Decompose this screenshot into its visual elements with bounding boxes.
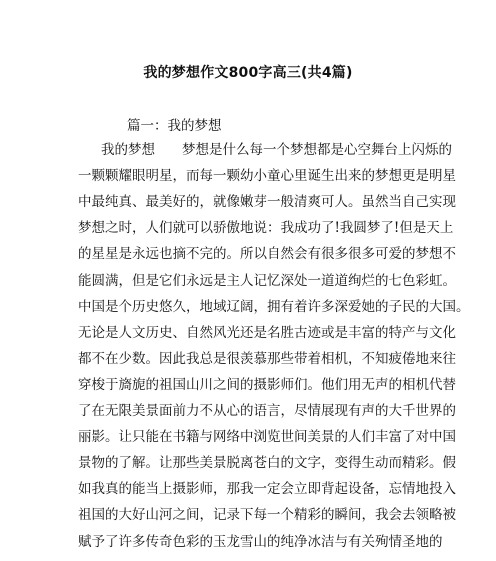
body-line: 我的梦想 梦想是什么每一个梦想都是心空舞台上闪烁的 — [101, 142, 452, 158]
section-heading: 篇一：我的梦想 — [127, 118, 222, 134]
body-line: 能圆满，但是它们永远是主人记忆深处一道道绚烂的七色彩虹。 — [78, 272, 456, 289]
body-line: 祖国的大好山河之间，记录下每一个精彩的瞬间，我会去领略被 — [78, 507, 456, 524]
body-line: 无论是人文历史、自然风光还是名胜古迹或是丰富的特产与文化 — [78, 324, 456, 341]
body-line: 一颗颗耀眼明星，而每一颗幼小童心里诞生出来的梦想更是明星 — [78, 168, 456, 185]
document-title: 我的梦想作文800字高三(共4篇) — [143, 65, 353, 81]
body-line: 梦想之时，人们就可以骄傲地说：我成功了!我圆梦了!但是天上 — [78, 220, 454, 237]
body-line: 中最纯真、最美好的，就像嫩芽一般清爽可人。虽然当自己实现 — [78, 194, 456, 211]
body-line: 赋予了许多传奇色彩的玉龙雪山的纯净冰洁与有关殉情圣地的 — [78, 533, 443, 550]
body-line: 中国是个历史悠久，地域辽阔，拥有着许多深爱她的子民的大国。 — [78, 298, 470, 315]
body-line: 丽影。让只能在书籍与网络中浏览世间美景的人们丰富了对中国 — [78, 429, 456, 446]
body-line: 景物的了解。让那些美景脱离苍白的文字，变得生动而精彩。假 — [78, 455, 456, 472]
body-line: 都不在少数。因此我总是很羡慕那些带着相机，不知疲倦地来往 — [78, 350, 456, 367]
body-line: 如我真的能当上摄影师，那我一定会立即背起设备，忘情地投入 — [78, 481, 456, 498]
body-line: 的星星是永远也摘不完的。所以自然会有很多很多可爱的梦想不 — [78, 246, 456, 263]
body-line: 了在无限美景面前力不从心的语言，尽情展现有声的大千世界的 — [78, 403, 456, 419]
body-line: 穿梭于旖旎的祖国山川之间的摄影师们。他们用无声的相机代替 — [78, 376, 456, 393]
